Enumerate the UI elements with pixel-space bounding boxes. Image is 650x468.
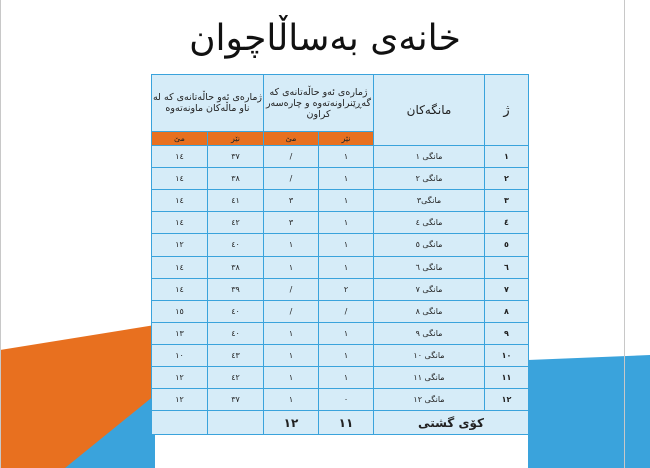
month-name: مانگی ٦ — [374, 256, 485, 278]
total-label: کۆی گشتی — [374, 411, 529, 435]
table-row — [152, 234, 529, 256]
homes-female: ١٤ — [152, 146, 208, 168]
month-name: مانگی ١٠ — [374, 344, 485, 366]
header-cases-in-homes: ژمارەی ئەو حاڵەتانەی کە لە ناو ماڵەکان ماونەتەوە — [152, 75, 264, 132]
homes-female: ١٤ — [152, 190, 208, 212]
homes-male: ٤٣ — [208, 344, 264, 366]
table-row — [152, 278, 529, 300]
homes-male: ٣٩ — [208, 278, 264, 300]
returned-male: ٢ — [319, 278, 374, 300]
row-number: ٩ — [485, 322, 529, 344]
homes-female: ١٤ — [152, 212, 208, 234]
homes-male: ٣٨ — [208, 168, 264, 190]
returned-male: ١ — [319, 190, 374, 212]
month-name: مانگی ٤ — [374, 212, 485, 234]
returned-male: ١ — [319, 256, 374, 278]
slide-right-border — [624, 0, 625, 468]
homes-male: ٤٠ — [208, 300, 264, 322]
row-number: ٥ — [485, 234, 529, 256]
returned-female: / — [264, 168, 319, 190]
returned-male: ١ — [319, 212, 374, 234]
returned-female: ١ — [264, 234, 319, 256]
returned-male: ١ — [319, 146, 374, 168]
returned-female: ١ — [264, 367, 319, 389]
returned-male: ١ — [319, 234, 374, 256]
homes-female: ١٤ — [152, 278, 208, 300]
total-row — [152, 411, 529, 435]
table-row — [152, 168, 529, 190]
header-homes-male: نێر — [208, 132, 264, 146]
table-row — [152, 256, 529, 278]
homes-female: ١٣ — [152, 322, 208, 344]
homes-male: ٣٧ — [208, 389, 264, 411]
row-number: ١٢ — [485, 389, 529, 411]
table-row — [152, 190, 529, 212]
month-name: مانگی٣ — [374, 190, 485, 212]
homes-female: ١٢ — [152, 367, 208, 389]
homes-male: ٤٢ — [208, 367, 264, 389]
slide-left-border — [0, 0, 1, 468]
table-row — [152, 389, 529, 411]
row-number: ١٠ — [485, 344, 529, 366]
table-row — [152, 322, 529, 344]
header-returned-cases: ژمارەی ئەو حاڵەتانەی کە گەڕێنراونەتەوە و چارەسەر کراون — [264, 75, 374, 132]
table-body — [152, 146, 529, 435]
month-name: مانگی ٩ — [374, 322, 485, 344]
returned-male: ١ — [319, 322, 374, 344]
month-name: مانگی ٧ — [374, 278, 485, 300]
table-header-row — [152, 75, 529, 132]
table-row — [152, 146, 529, 168]
homes-female: ١٤ — [152, 168, 208, 190]
total-returned-male: ١١ — [319, 411, 374, 435]
row-number: ١١ — [485, 367, 529, 389]
homes-male: ٤١ — [208, 190, 264, 212]
homes-female: ١٢ — [152, 389, 208, 411]
table-row — [152, 344, 529, 366]
returned-male: ٠ — [319, 389, 374, 411]
table-row — [152, 300, 529, 322]
total-homes-female — [152, 411, 208, 435]
returned-male: ١ — [319, 367, 374, 389]
returned-female: / — [264, 146, 319, 168]
month-name: مانگی ٢ — [374, 168, 485, 190]
header-returned-male: نێر — [319, 132, 374, 146]
homes-male: ٣٨ — [208, 256, 264, 278]
returned-female: / — [264, 300, 319, 322]
homes-male: ٤٢ — [208, 212, 264, 234]
row-number: ٤ — [485, 212, 529, 234]
returned-female: ١ — [264, 322, 319, 344]
row-number: ٦ — [485, 256, 529, 278]
month-name: مانگی ١١ — [374, 367, 485, 389]
month-name: مانگی ١٢ — [374, 389, 485, 411]
row-number: ٨ — [485, 300, 529, 322]
header-homes-female: مێ — [152, 132, 208, 146]
row-number: ١ — [485, 146, 529, 168]
returned-male: ١ — [319, 344, 374, 366]
header-number: ژ — [485, 75, 529, 146]
header-returned-female: مێ — [264, 132, 319, 146]
homes-male: ٤٠ — [208, 234, 264, 256]
row-number: ٧ — [485, 278, 529, 300]
homes-male: ٣٧ — [208, 146, 264, 168]
homes-female: ١٥ — [152, 300, 208, 322]
table-row — [152, 212, 529, 234]
returned-female: ١ — [264, 344, 319, 366]
returned-male: ١ — [319, 168, 374, 190]
homes-female: ١٤ — [152, 256, 208, 278]
returned-male: / — [319, 300, 374, 322]
homes-male: ٤٠ — [208, 322, 264, 344]
row-number: ٣ — [485, 190, 529, 212]
homes-female: ١٢ — [152, 234, 208, 256]
table-row — [152, 367, 529, 389]
month-name: مانگی ٨ — [374, 300, 485, 322]
returned-female: / — [264, 278, 319, 300]
statistics-table — [151, 74, 529, 435]
returned-female: ٣ — [264, 190, 319, 212]
total-homes-male — [208, 411, 264, 435]
homes-female: ١٠ — [152, 344, 208, 366]
month-name: مانگی ٥ — [374, 234, 485, 256]
total-returned-female: ١٢ — [264, 411, 319, 435]
returned-female: ١ — [264, 256, 319, 278]
month-name: مانگی ١ — [374, 146, 485, 168]
header-months: مانگەکان — [374, 75, 485, 146]
blue-shape-right — [528, 355, 650, 468]
returned-female: ١ — [264, 389, 319, 411]
slide-title: خانەی بەساڵاچوان — [189, 18, 461, 59]
row-number: ٢ — [485, 168, 529, 190]
returned-female: ٣ — [264, 212, 319, 234]
